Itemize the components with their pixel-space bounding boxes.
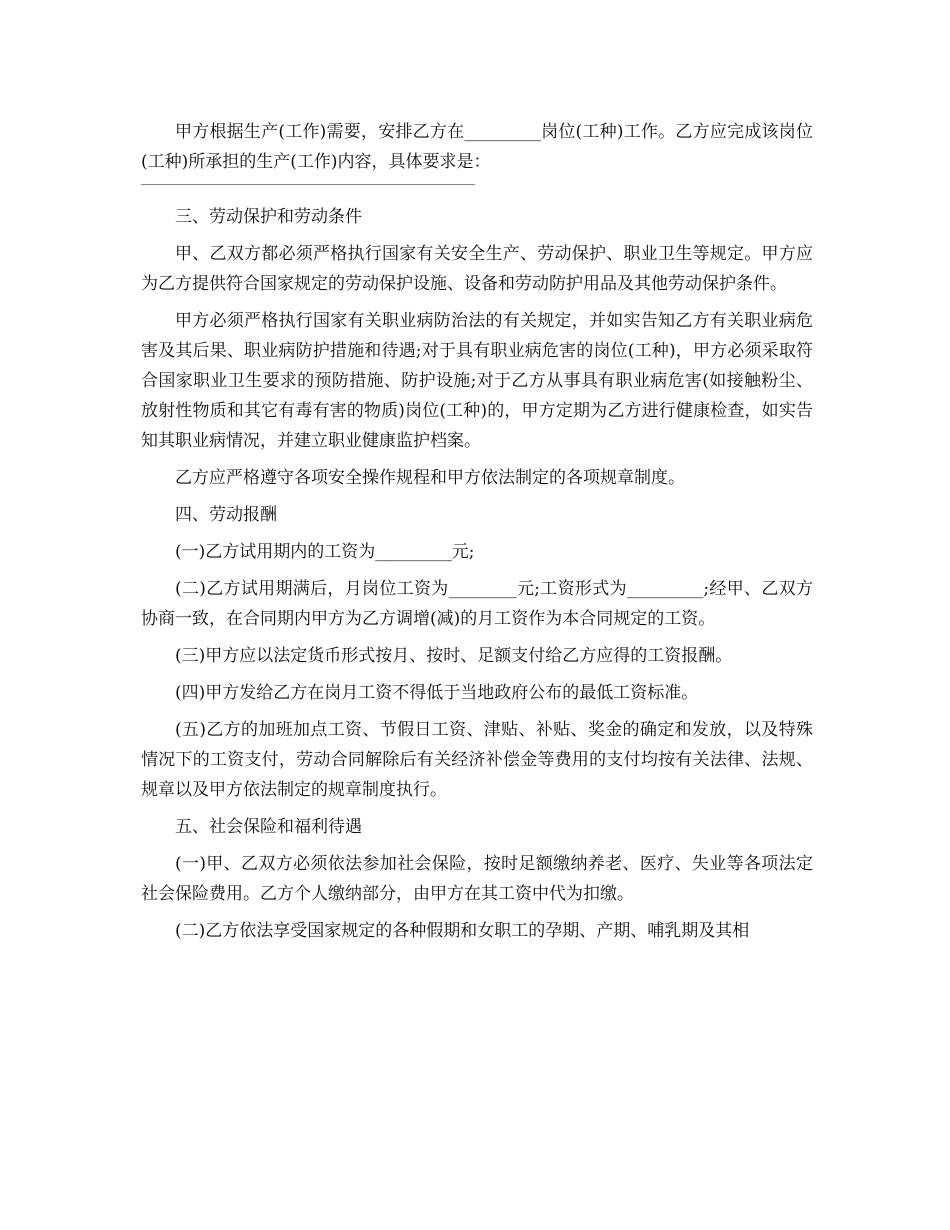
paragraph-job-assignment: 甲方根据生产(工作)需要，安排乙方在_________岗位(工种)工作。乙方应完成该岗位(工种)所承担的生产(工作)内容，具体要求是： — [141, 122, 813, 172]
paragraph-safety-regulations: 甲、乙双方都必须严格执行国家有关安全生产、劳动保护、职业卫生等规定。甲方应为乙方提供符合国家规定的劳动保护设施、设备和劳动防护用品及其他劳动保护条件。 — [141, 244, 813, 294]
section-heading-social-insurance: 五、社会保险和福利待遇 — [175, 817, 362, 837]
paragraph-overtime-pay: (五)乙方的加班加点工资、节假日工资、津贴、补贴、奖金的确定和发放，以及特殊情况下的工资支付，劳动合同解除后有关经济补偿金等费用的支付均按有关法律、法规、规章以及甲方依法制定的规章制度执行。 — [141, 720, 813, 800]
section-heading-remuneration: 四、劳动报酬 — [175, 505, 277, 525]
blank-requirements-line — [141, 184, 475, 185]
paragraph-minimum-wage: (四)甲方发给乙方在岗月工资不得低于当地政府公布的最低工资标准。 — [175, 683, 699, 703]
paragraph-payment-method: (三)甲方应以法定货币形式按月、按时、足额支付给乙方应得的工资报酬。 — [175, 646, 733, 666]
paragraph-compliance: 乙方应严格遵守各项安全操作规程和甲方依法制定的各项规章制度。 — [175, 468, 685, 488]
paragraph-social-insurance: (一)甲、乙双方必须依法参加社会保险，按时足额缴纳养老、医疗、失业等各项法定社会保险费用。乙方个人缴纳部分，由甲方在其工资中代为扣缴。 — [141, 854, 813, 904]
paragraph-occupational-disease: 甲方必须严格执行国家有关职业病防治法的有关规定，并如实告知乙方有关职业病危害及其后果、职业病防护措施和待遇;对于具有职业病危害的岗位(工种)，甲方必须采取符合国家职业卫生要求的预防措施、防护设施;对于乙方从事具有职业病危害(如接触粉尘、放射性物质和其它有毒有害的物质)岗位(工种)的，甲方定期为乙方进行健康检查，如实告知其职业病情况，并建立职业健康监护档案。 — [141, 311, 813, 451]
section-heading-labor-protection: 三、劳动保护和劳动条件 — [175, 207, 362, 227]
paragraph-leave-benefits: (二)乙方依法享受国家规定的各种假期和女职工的孕期、产期、哺乳期及其相 — [175, 921, 750, 941]
paragraph-probation-wage: (一)乙方试用期内的工资为_________元; — [175, 542, 475, 562]
document-body — [141, 117, 813, 953]
paragraph-post-probation-wage: (二)乙方试用期满后，月岗位工资为________元;工资形式为_________;经甲、乙双方协商一致，在合同期内甲方为乙方调增(减)的月工资作为本合同规定的工资。 — [141, 579, 813, 629]
